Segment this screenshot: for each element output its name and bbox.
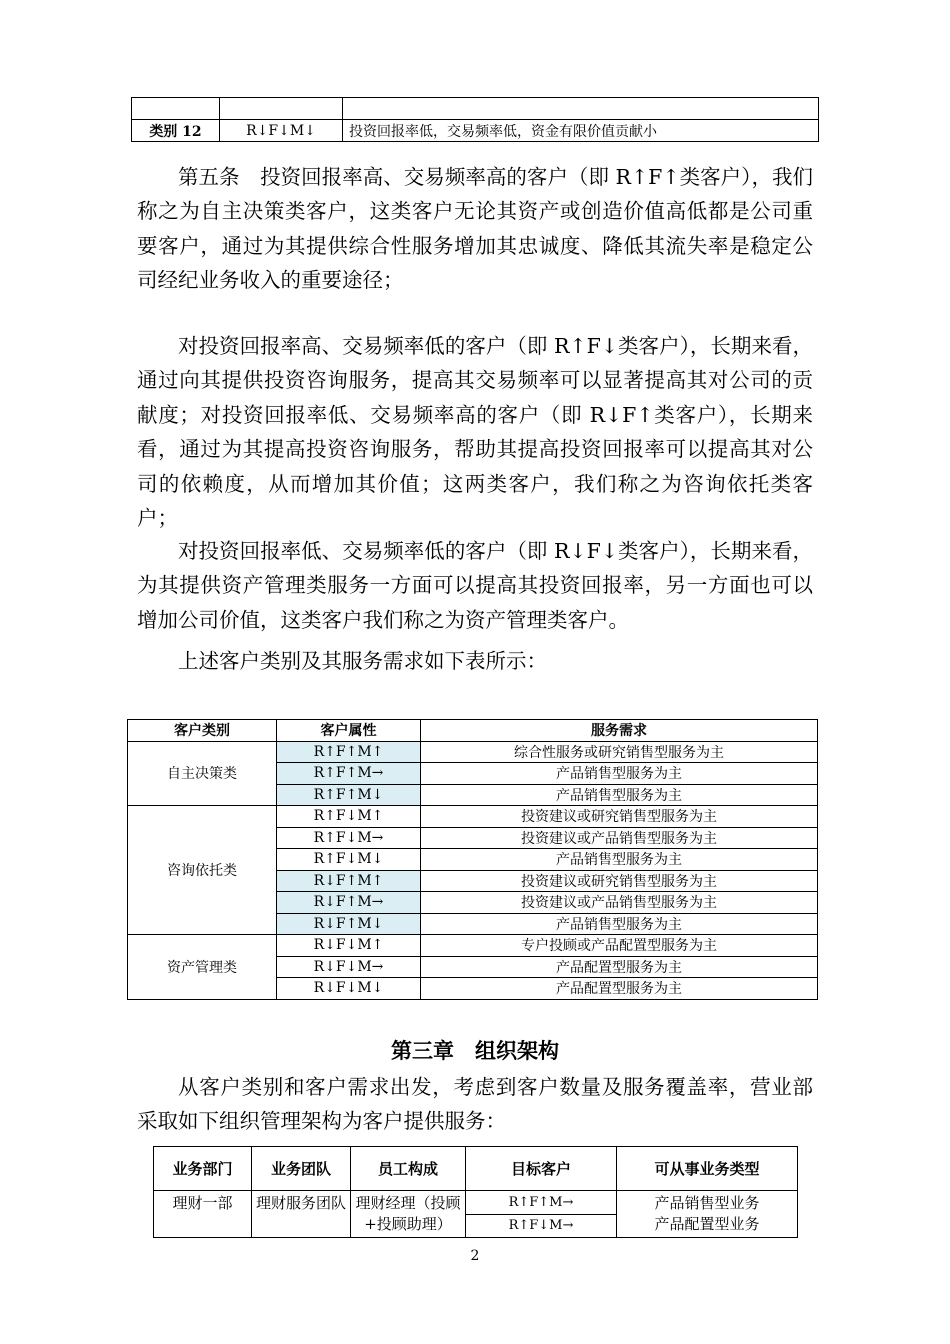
table-row	[154, 1191, 798, 1215]
need-cell: 投资建议或研究销售型服务为主	[421, 806, 818, 828]
paragraph-article-5: 第五条 投资回报率高、交易频率高的客户（即 R↑F↑类客户），我们称之为自主决策类客户，这类客户无论其资产或创造价值高低都是公司重要客户，通过为其提供综合性服务增加其忠诚度、降低其流失率是稳定公司经纪业务收入的重要途径；	[137, 165, 813, 293]
business-type: 产品配置型业务	[654, 1215, 760, 1233]
need-cell: 投资建议或产品销售型服务为主	[421, 827, 818, 849]
target-cell: R↑F↑M→	[466, 1191, 617, 1215]
table-cell	[220, 98, 343, 120]
need-cell: 产品销售型服务为主	[421, 784, 818, 806]
attribute-cell: R↑F↑M↓	[277, 784, 421, 806]
need-cell: 产品配置型服务为主	[421, 956, 818, 978]
attribute-cell: R↓F↑M↓	[277, 913, 421, 935]
attribute-cell: R↑F↓M↑	[277, 806, 421, 828]
org-structure-table	[153, 1146, 798, 1238]
attribute-cell: R↓F↓M↑	[277, 935, 421, 957]
paragraph-table-intro: 上述客户类别及其服务需求如下表所示：	[178, 649, 547, 673]
staff-cell: 理财经理（投顾+投顾助理）	[351, 1191, 466, 1238]
attribute-cell: R↓F↓M↓	[277, 978, 421, 1000]
attribute-cell: R↓F↑M↑	[277, 870, 421, 892]
chapter-title: 第三章 组织架构	[391, 1039, 559, 1063]
target-cell: R↑F↓M→	[466, 1214, 617, 1238]
category-cell: 类别 12	[132, 120, 220, 142]
business-type: 产品销售型业务	[654, 1194, 760, 1212]
need-cell: 产品销售型服务为主	[421, 849, 818, 871]
table-cell	[132, 98, 220, 120]
customer-category-table	[127, 719, 818, 1000]
column-header: 业务部门	[154, 1147, 252, 1191]
need-cell: 专户投顾或产品配置型服务为主	[421, 935, 818, 957]
dept-cell: 理财一部	[154, 1191, 252, 1238]
attribute-cell: R↑F↑M↑	[277, 741, 421, 763]
category-cell: 自主决策类	[128, 741, 277, 806]
attribute-cell: R↓F↓M↓	[220, 120, 343, 142]
attribute-cell: R↑F↓M→	[277, 827, 421, 849]
table-cell	[343, 98, 819, 120]
attribute-cell: R↑F↑M→	[277, 763, 421, 785]
table-row	[128, 935, 818, 957]
need-cell: 产品销售型服务为主	[421, 763, 818, 785]
attribute-cell: R↓F↑M→	[277, 892, 421, 914]
column-header: 服务需求	[421, 720, 818, 742]
need-cell: 投资建议或产品销售型服务为主	[421, 892, 818, 914]
page-number: 2	[470, 1248, 480, 1264]
table-row	[128, 741, 818, 763]
column-header: 可从事业务类型	[617, 1147, 798, 1191]
need-cell: 产品配置型服务为主	[421, 978, 818, 1000]
table-header-row	[154, 1147, 798, 1191]
attribute-cell: R↓F↓M→	[277, 956, 421, 978]
column-header: 客户类别	[128, 720, 277, 742]
need-cell: 综合性服务或研究销售型服务为主	[421, 741, 818, 763]
table-row	[132, 120, 819, 142]
top-table-fragment	[131, 97, 819, 142]
paragraph-org-intro: 从客户类别和客户需求出发，考虑到客户数量及服务覆盖率，营业部采取如下组织管理架构为客户提供服务：	[137, 1075, 813, 1134]
need-cell: 产品销售型服务为主	[421, 913, 818, 935]
table-row	[132, 98, 819, 120]
attribute-cell: R↑F↓M↓	[277, 849, 421, 871]
table-row	[128, 806, 818, 828]
category-cell: 咨询依托类	[128, 806, 277, 935]
column-header: 客户属性	[277, 720, 421, 742]
category-cell: 资产管理类	[128, 935, 277, 1000]
column-header: 业务团队	[252, 1147, 351, 1191]
need-cell: 投资建议或研究销售型服务为主	[421, 870, 818, 892]
business-cell	[617, 1191, 798, 1238]
paragraph-asset-management: 对投资回报率低、交易频率低的客户（即 R↓F↓类客户），长期来看，为其提供资产管理类服务一方面可以提高其投资回报率，另一方面也可以增加公司价值，这类客户我们称之为资产管理类客户。	[137, 539, 813, 632]
column-header: 目标客户	[466, 1147, 617, 1191]
table-header-row	[128, 720, 818, 742]
column-header: 员工构成	[351, 1147, 466, 1191]
description-cell: 投资回报率低，交易频率低，资金有限价值贡献小	[343, 120, 819, 142]
team-cell: 理财服务团队	[252, 1191, 351, 1238]
paragraph-consulting: 对投资回报率高、交易频率低的客户（即 R↑F↓类客户），长期来看，通过向其提供投资咨询服务，提高其交易频率可以显著提高其对公司的贡献度；对投资回报率低、交易频率高的客户（即 R↓F↑类客户），长期来看，通过为其提高投资咨询服务，帮助其提高投资回报率可以提高其对公司的依赖度，从而增加其价值；这两类客户，我们称之为咨询依托类客户；	[137, 334, 813, 531]
